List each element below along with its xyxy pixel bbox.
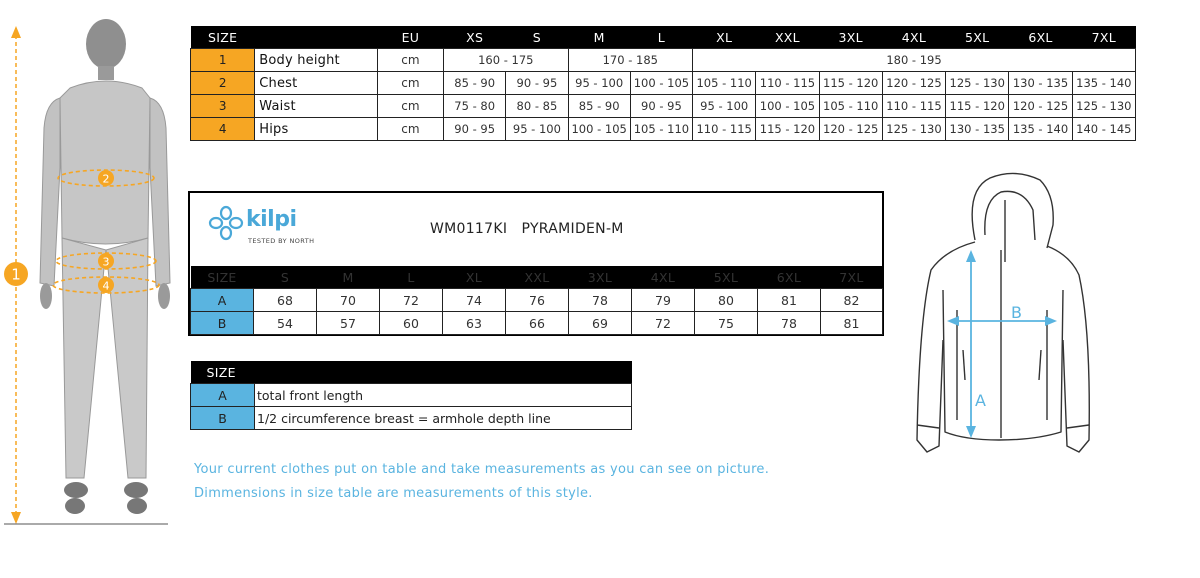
table-cell: 60 [380,312,443,335]
header-5xl: 5XL [946,26,1009,49]
table-cell: 79 [632,289,695,312]
table-cell: 81 [821,312,883,335]
table-cell: 135 - 140 [1072,72,1135,95]
table-cell: 110 - 115 [693,118,756,141]
table-cell: 125 - 130 [882,118,945,141]
size-table [190,26,1136,141]
table-cell: 95 - 100 [568,72,630,95]
table-cell: 75 [695,312,758,335]
marker-4: 4 [102,279,110,293]
jacket-label-a: A [975,391,986,410]
table-cell: 125 - 130 [1072,95,1135,118]
table-cell: 120 - 125 [1009,95,1072,118]
note-line-2: Dimmensions in size table are measurements of this style. [194,486,593,501]
table-cell: 72 [380,289,443,312]
marker-2: 2 [102,172,110,186]
style-header-cell: S [254,266,317,289]
table-cell: 85 - 90 [568,95,630,118]
table-cell: 76 [506,289,569,312]
table-row [191,95,1136,118]
style-header-cell: M [317,266,380,289]
style-row-key: A [191,289,254,312]
table-cell: 82 [821,289,883,312]
row-unit: cm [377,95,443,118]
legend-table [190,361,632,430]
table-cell: 100 - 105 [568,118,630,141]
table-cell: 90 - 95 [506,72,568,95]
table-cell: 115 - 120 [819,72,882,95]
style-header-cell: SIZE [191,266,254,289]
table-cell: 81 [758,289,821,312]
table-cell: 63 [443,312,506,335]
style-title: WM0117KI PYRAMIDEN-M [430,221,624,237]
table-cell: 115 - 120 [756,118,819,141]
style-header-cell: 5XL [695,266,758,289]
table-cell: 125 - 130 [946,72,1009,95]
table-row [191,72,1136,95]
style-header-cell: 4XL [632,266,695,289]
style-header-cell: 7XL [821,266,883,289]
table-cell: 135 - 140 [1009,118,1072,141]
table-row [191,118,1136,141]
table-cell: 100 - 105 [630,72,692,95]
legend-row-b [191,407,632,430]
table-cell: 105 - 110 [819,95,882,118]
style-row-key: B [191,312,254,335]
table-cell: 120 - 125 [819,118,882,141]
table-cell: 105 - 110 [693,72,756,95]
header-size: SIZE [191,26,255,49]
row-label: Hips [255,118,378,141]
table-row [191,289,883,312]
row-unit: cm [377,49,443,72]
table-cell: 72 [632,312,695,335]
table-cell: 130 - 135 [1009,72,1072,95]
table-cell: 90 - 95 [630,95,692,118]
header-7xl: 7XL [1072,26,1135,49]
table-cell: 110 - 115 [756,72,819,95]
table-cell: 120 - 125 [882,72,945,95]
style-table [190,266,883,335]
legend-header [191,361,632,384]
legend-key-a: A [191,384,255,407]
header-l: L [630,26,692,49]
legend-key-b: B [191,407,255,430]
row-number: 4 [191,118,255,141]
table-cell: 130 - 135 [946,118,1009,141]
body-height-xl-7xl: 180 - 195 [693,49,1136,72]
table-cell: 70 [317,289,380,312]
row-number: 3 [191,95,255,118]
header-3xl: 3XL [819,26,882,49]
table-cell: 115 - 120 [946,95,1009,118]
row-label: Waist [255,95,378,118]
header-xl: XL [693,26,756,49]
table-cell: 85 - 90 [444,72,506,95]
table-cell: 57 [317,312,380,335]
jacket-label-b: B [1011,303,1022,322]
row-unit: cm [377,118,443,141]
style-header-cell: 3XL [569,266,632,289]
header-xxl: XXL [756,26,819,49]
table-cell: 78 [758,312,821,335]
body-measurement-figure [0,18,175,530]
header-6xl: 6XL [1009,26,1072,49]
header-4xl: 4XL [882,26,945,49]
table-cell: 80 - 85 [506,95,568,118]
table-cell: 66 [506,312,569,335]
style-header-cell: XXL [506,266,569,289]
row-label: Chest [255,72,378,95]
kilpi-logo-tagline: TESTED BY NORTH [248,237,315,245]
table-cell: 69 [569,312,632,335]
style-header-cell: 6XL [758,266,821,289]
kilpi-logo-text: kilpi [246,207,297,232]
table-cell: 105 - 110 [630,118,692,141]
size-table-header [191,26,1136,49]
table-cell: 68 [254,289,317,312]
table-cell: 78 [569,289,632,312]
row-label: Body height [255,49,378,72]
style-table-header [191,266,883,289]
body-height-xs-s: 160 - 175 [444,49,569,72]
style-header-cell: XL [443,266,506,289]
note-line-1: Your current clothes put on table and take measurements as you can see on picture. [194,462,770,477]
legend-header-size: SIZE [191,361,632,384]
kilpi-logo-icon [206,203,246,243]
table-cell: 54 [254,312,317,335]
row-number: 1 [191,49,255,72]
table-cell: 74 [443,289,506,312]
marker-3: 3 [102,255,110,269]
table-cell: 140 - 145 [1072,118,1135,141]
table-cell: 80 [695,289,758,312]
table-cell: 95 - 100 [506,118,568,141]
row-unit: cm [377,72,443,95]
header-label [255,26,378,49]
jacket-diagram [905,170,1100,468]
marker-1: 1 [11,265,21,284]
table-cell: 95 - 100 [693,95,756,118]
header-m: M [568,26,630,49]
table-cell: 110 - 115 [882,95,945,118]
table-cell: 100 - 105 [756,95,819,118]
table-cell: 90 - 95 [444,118,506,141]
table-row-body-height [191,49,1136,72]
body-height-m-l: 170 - 185 [568,49,693,72]
header-s: S [506,26,568,49]
header-eu: EU [377,26,443,49]
legend-row-a [191,384,632,407]
style-header-cell: L [380,266,443,289]
legend-desc-a: total front length [255,384,632,407]
row-number: 2 [191,72,255,95]
table-row [191,312,883,335]
table-cell: 75 - 80 [444,95,506,118]
header-xs: XS [444,26,506,49]
legend-desc-b: 1/2 circumference breast = armhole depth line [255,407,632,430]
